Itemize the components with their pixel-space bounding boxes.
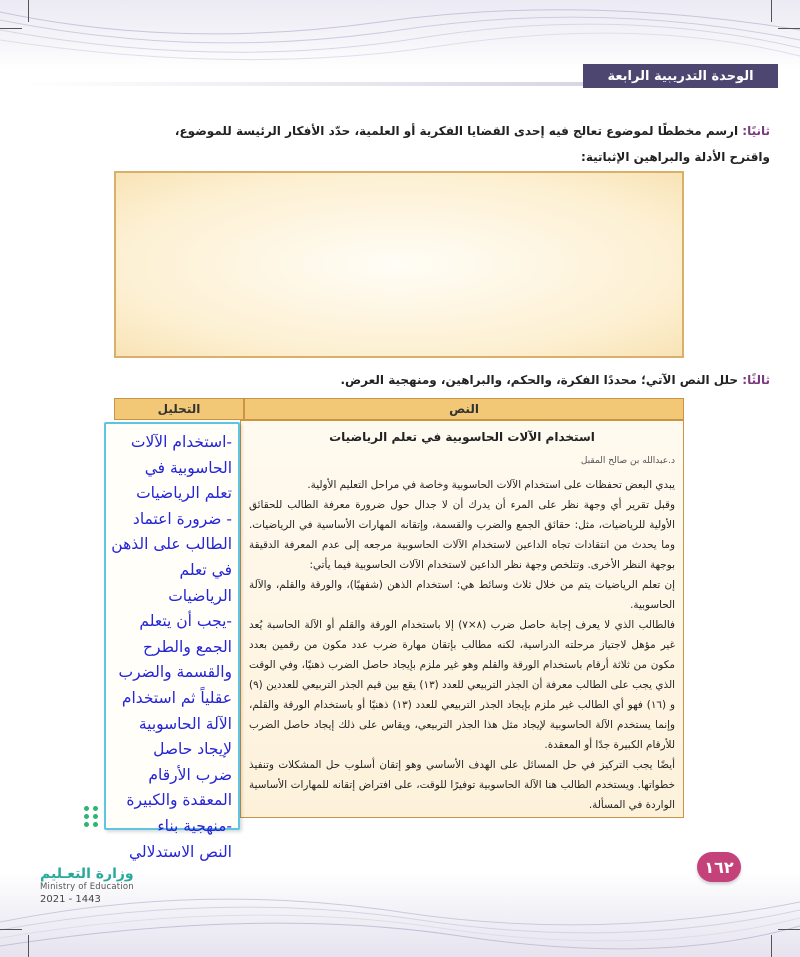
analysis-line: الآلة الحاسوبية	[138, 714, 232, 733]
analysis-line: المعقدة والكبيرة	[126, 791, 232, 810]
table-header	[114, 398, 684, 420]
crop-mark	[28, 0, 29, 22]
crop-mark	[28, 935, 29, 957]
analysis-line: الحاسوبية في	[144, 458, 232, 477]
analysis-line: -منهجية بناء	[157, 816, 232, 835]
analysis-line: النص الاستدلالي	[128, 842, 232, 861]
drag-handle-icon[interactable]	[84, 806, 106, 828]
crop-mark	[771, 935, 772, 957]
crop-mark	[778, 28, 800, 29]
passage-paragraph: وقبل تقرير أي وجهة نظر على المرء أن يدرك أن لا جدال حول ضرورة معرفة الطالب للحقائق الأولية للرياضيات، مثل: حقائق الجمع والضرب والقسمة، وإتقانه المهارات الأساسية في الرياضيات. وما يحدث من انتقادات تجاه الداعين لاستخدام الآلات الحاسوبية مرجعه إلى عدم المعرفة الدقيقة بوجهة النظر الأخرى. وتتلخص وجهة نظر الداعين لاستخدام الآلات الحاسوبية فيما يأتي:	[249, 499, 675, 571]
analysis-line: عقلياً ثم استخدام	[121, 688, 232, 707]
passage-author: د.عبدالله بن صالح المقبل	[580, 456, 675, 466]
analysis-line: الطالب على الذهن	[111, 535, 232, 554]
analysis-line: -يجب أن يتعلم	[139, 612, 232, 631]
crop-mark	[0, 28, 22, 29]
crop-mark	[778, 929, 800, 930]
crop-mark	[0, 929, 22, 930]
column-header-text: النص	[244, 398, 684, 420]
passage-cell	[240, 420, 684, 818]
section3-text: حلل النص الآتي؛ محددًا الفكرة، والحكم، والبراهين، ومنهجية العرض.	[340, 373, 739, 387]
section3-label: ثالثًا:	[742, 373, 770, 387]
passage-paragraph: يبدي البعض تحفظات على استخدام الآلات الحاسوبية وخاصة في مراحل التعليم الأولية.	[307, 479, 675, 491]
analysis-line: لإيجاد حاصل	[153, 740, 232, 759]
top-wave-pattern	[0, 0, 800, 70]
analysis-line: والقسمة والضرب	[118, 663, 232, 682]
section3-instruction	[50, 367, 770, 393]
section2-instruction	[50, 118, 770, 170]
analysis-line: الرياضيات	[168, 586, 232, 605]
section2-label: ثانيًا:	[742, 124, 770, 138]
analysis-answer-box[interactable]	[104, 422, 240, 861]
passage-paragraph: فالطالب الذي لا يعرف إجابة حاصل ضرب (٨×٧) إلا باستخدام الورقة والقلم أو الآلة الحاسبة يُعد غير مؤهل لاجتياز مرحلته الدراسية، لكنه مطالب بإتقان مهارة ضرب عدد مكون من رقمين بعدد مكون من ثلاثة أرقام باستخدام الورقة والقلم وهو غير ملزم بإيجاد حاصل الضرب ذهنيًا، وفي الوقت الذي يجب على الطالب معرفة أن الجذر التربيعي للعدد (١٣) يقع بين قيم الجذر التربيعي للعددين (٩) و (١٦) فهو أي الطالب غير ملزم بإيجاد الجذر التربيعي للعدد (١٣) ذهنيًا أو باستخدام الورقة والقلم، وإنما يستخدم الآلة الحاسوبية لإيجاد مثل هذا الجذر التربيعي، ويقاس على ذلك إيجاد حاصل الضرب للأرقام الكبيرة جدًا أو المعقدة.	[249, 619, 675, 751]
header-rule	[28, 82, 588, 86]
ministry-name-english: Ministry of Education	[40, 882, 134, 892]
analysis-line: -استخدام الآلات	[130, 433, 232, 451]
analysis-line: - ضرورة اعتماد	[132, 509, 232, 528]
drawing-answer-box[interactable]	[114, 171, 684, 358]
edition-year: 2021 - 1443	[40, 894, 101, 905]
passage-paragraph: أيضًا يجب التركيز في حل المسائل على الهدف الأساسي وهو إتقان أسلوب حل المشكلات وتنفيذ خطواتها. ويستخدم الطالب هنا الآلة الحاسوبية توفيرًا للوقت، على افتراض إتقانه للمهارات الأساسية الواردة في المسألة.	[249, 759, 675, 811]
crop-mark	[771, 0, 772, 22]
analysis-line: في تعلم	[179, 560, 232, 579]
section2-line2: واقترح الأدلة والبراهين الإثباتية:	[581, 150, 770, 164]
passage-paragraph: إن تعلم الرياضيات يتم من خلال ثلاث وسائط هي: استخدام الذهن (شفهيًا)، والورقة والقلم، والآلة الحاسوبية.	[249, 579, 675, 611]
analysis-line: الجمع والطرح	[143, 637, 232, 656]
analysis-line: ضرب الأرقام	[148, 765, 232, 784]
passage-title: استخدام الآلات الحاسوبية في تعلم الرياضيات	[329, 430, 595, 444]
unit-header: الوحدة التدريبية الرابعة	[583, 64, 778, 88]
column-header-analysis: التحليل	[114, 398, 244, 420]
section2-line1: ارسم مخططًا لموضوع تعالج فيه إحدى القضايا الفكرية أو العلمية، حدّد الأفكار الرئيسة للموضوع،	[174, 124, 739, 138]
top-decorative-band	[0, 0, 800, 70]
ministry-logo	[40, 866, 150, 926]
ministry-name-arabic: وزارة التعـليم	[40, 866, 134, 882]
analysis-line: تعلم الرياضيات	[136, 484, 232, 503]
page-number: ١٦٢	[697, 852, 741, 882]
